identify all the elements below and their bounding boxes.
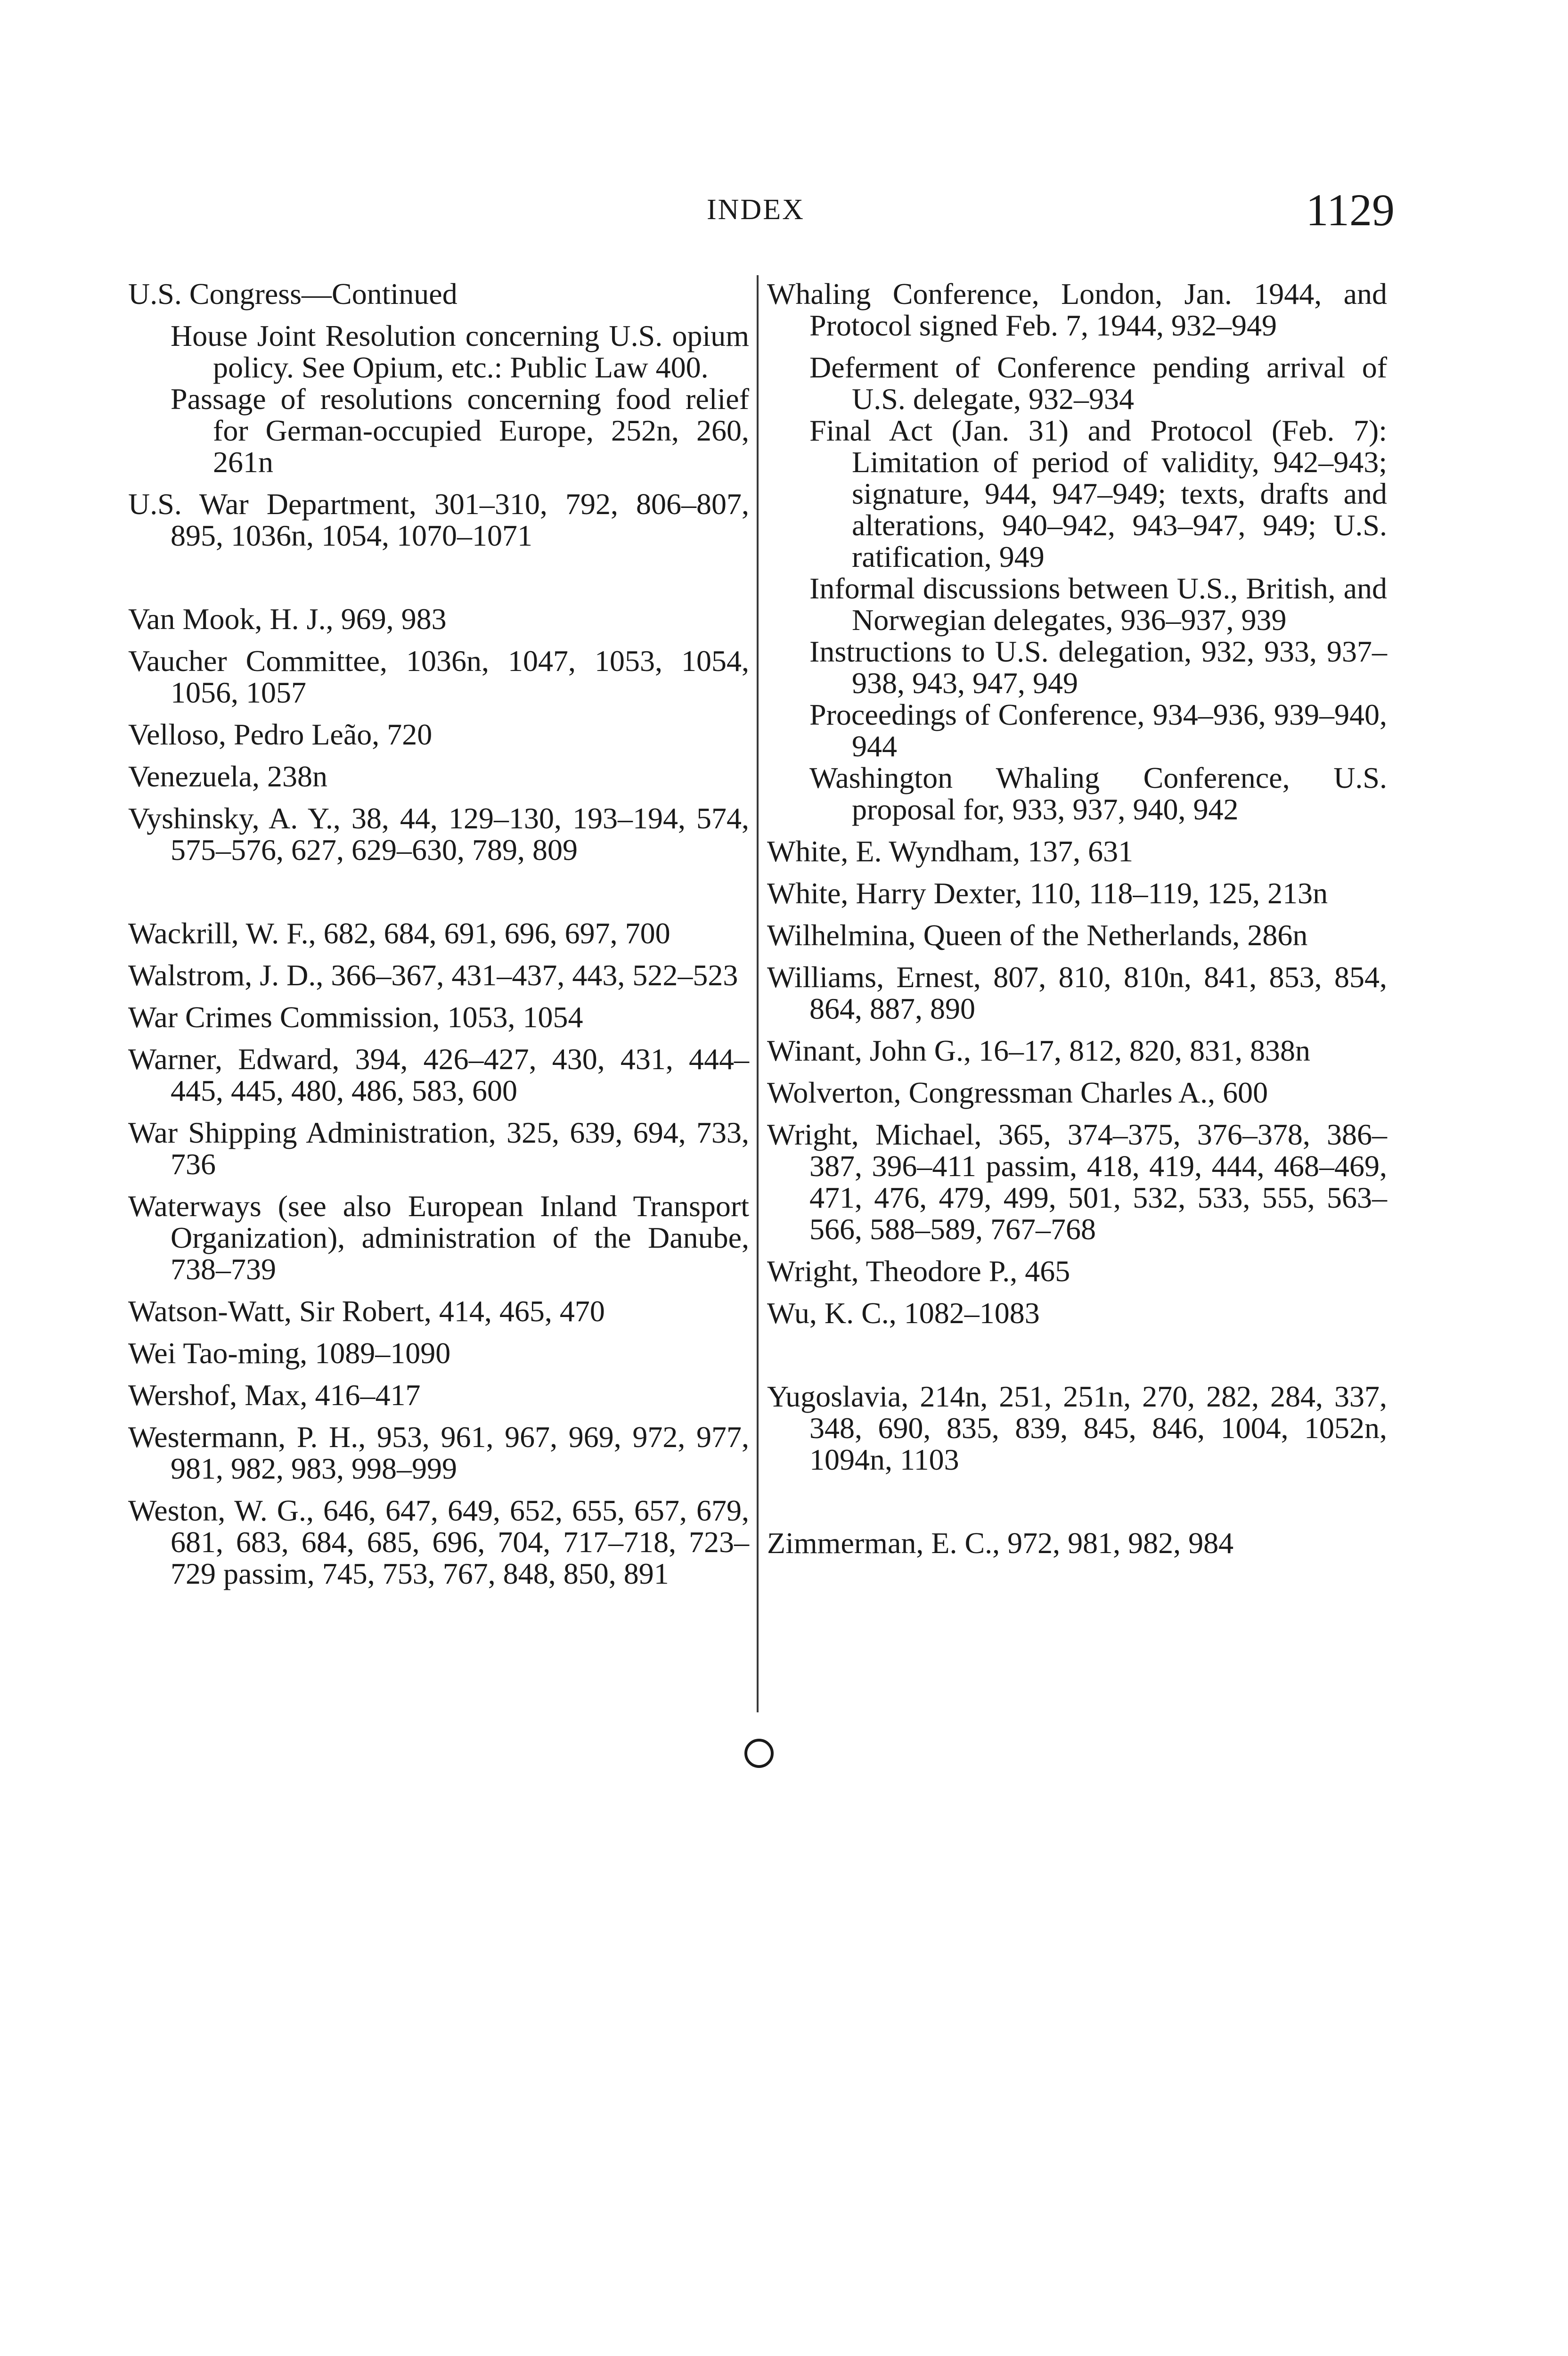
index-subentry: Instructions to U.S. delegation, 932, 933, 937–938, 943, 947, 949: [809, 635, 1387, 700]
index-column-left: [128, 278, 749, 1589]
index-entry: Van Mook, H. J., 969, 983: [128, 602, 447, 636]
index-subentry: Deferment of Conference pending arrival of U.S. delegate, 932–934: [809, 351, 1387, 416]
index-entry: Venezuela, 238n: [128, 760, 327, 793]
page-header: [0, 185, 1568, 244]
index-entry: Wilhelmina, Queen of the Netherlands, 286n: [767, 918, 1308, 952]
index-entry: Williams, Ernest, 807, 810, 810n, 841, 853, 854, 864, 887, 890: [767, 960, 1387, 1025]
index-entry: War Crimes Commission, 1053, 1054: [128, 1000, 583, 1034]
index-entry: Wei Tao-ming, 1089–1090: [128, 1336, 451, 1370]
running-head: INDEX: [707, 194, 805, 226]
index-entry: Velloso, Pedro Leão, 720: [128, 718, 433, 751]
index-entry: Wright, Theodore P., 465: [767, 1254, 1070, 1288]
index-entry: Whaling Conference, London, Jan. 1944, and Protocol signed Feb. 7, 1944, 932–949: [767, 277, 1387, 342]
index-entry: Vaucher Committee, 1036n, 1047, 1053, 1054, 1056, 1057: [128, 644, 749, 709]
index-entry: Winant, John G., 16–17, 812, 820, 831, 838n: [767, 1034, 1310, 1067]
index-entry: Waterways (see also European Inland Transport Organization), administration of the Danube, 738–739: [128, 1189, 749, 1286]
index-entry: Wolverton, Congressman Charles A., 600: [767, 1076, 1268, 1109]
index-column-right: [767, 278, 1387, 1559]
index-entry: War Shipping Administration, 325, 639, 694, 733, 736: [128, 1116, 749, 1181]
index-entry: Walstrom, J. D., 366–367, 431–437, 443, 522–523: [128, 958, 738, 992]
index-entry: Wright, Michael, 365, 374–375, 376–378, 386–387, 396–411 passim, 418, 419, 444, 468–469, 471, 476, 479, 499, 501, 532, 533, 555, 563–566, 588–589, 767–768: [767, 1118, 1387, 1246]
index-entry: Zimmerman, E. C., 972, 981, 982, 984: [767, 1526, 1234, 1560]
index-entry: Weston, W. G., 646, 647, 649, 652, 655, 657, 679, 681, 683, 684, 685, 696, 704, 717–718, 723–729 passim, 745, 753, 767, 848, 850, 891: [128, 1494, 749, 1590]
index-entry: Warner, Edward, 394, 426–427, 430, 431, 444–445, 445, 480, 486, 583, 600: [128, 1042, 749, 1107]
column-divider: [757, 275, 759, 1712]
index-entry: Wackrill, W. F., 682, 684, 691, 696, 697, 700: [128, 916, 670, 950]
index-subentry: Passage of resolutions concerning food relief for German-occupied Europe, 252n, 260, 261n: [171, 382, 749, 479]
index-entry: Wershof, Max, 416–417: [128, 1378, 421, 1412]
index-entry: Watson-Watt, Sir Robert, 414, 465, 470: [128, 1294, 605, 1328]
index-subentry: House Joint Resolution concerning U.S. opium policy. See Opium, etc.: Public Law 400.: [171, 319, 749, 384]
index-entry: White, E. Wyndham, 137, 631: [767, 834, 1134, 868]
index-subentry: Final Act (Jan. 31) and Protocol (Feb. 7): Limitation of period of validity, 942–943; signature, 944, 947–949; texts, drafts and alterations, 940–942, 943–947, 949; U.S. ratification, 949: [809, 414, 1387, 573]
index-entry: White, Harry Dexter, 110, 118–119, 125, 213n: [767, 876, 1328, 910]
page-number: 1129: [1306, 185, 1395, 235]
index-entry: Vyshinsky, A. Y., 38, 44, 129–130, 193–194, 574, 575–576, 627, 629–630, 789, 809: [128, 802, 749, 867]
index-entry: U.S. Congress—Continued: [128, 277, 457, 311]
index-subentry: Informal discussions between U.S., British, and Norwegian delegates, 936–937, 939: [809, 572, 1387, 637]
index-subentry: Washington Whaling Conference, U.S. proposal for, 933, 937, 940, 942: [809, 761, 1387, 826]
index-entry: Wu, K. C., 1082–1083: [767, 1296, 1040, 1330]
index-entry: Yugoslavia, 214n, 251, 251n, 270, 282, 284, 337, 348, 690, 835, 839, 845, 846, 1004, 1052n, 1094n, 1103: [767, 1380, 1387, 1476]
index-entry: U.S. War Department, 301–310, 792, 806–807, 895, 1036n, 1054, 1070–1071: [128, 487, 749, 552]
index-entry: Westermann, P. H., 953, 961, 967, 969, 972, 977, 981, 982, 983, 998–999: [128, 1420, 749, 1485]
index-subentry: Proceedings of Conference, 934–936, 939–940, 944: [809, 698, 1387, 763]
end-circle-mark: [744, 1739, 774, 1768]
